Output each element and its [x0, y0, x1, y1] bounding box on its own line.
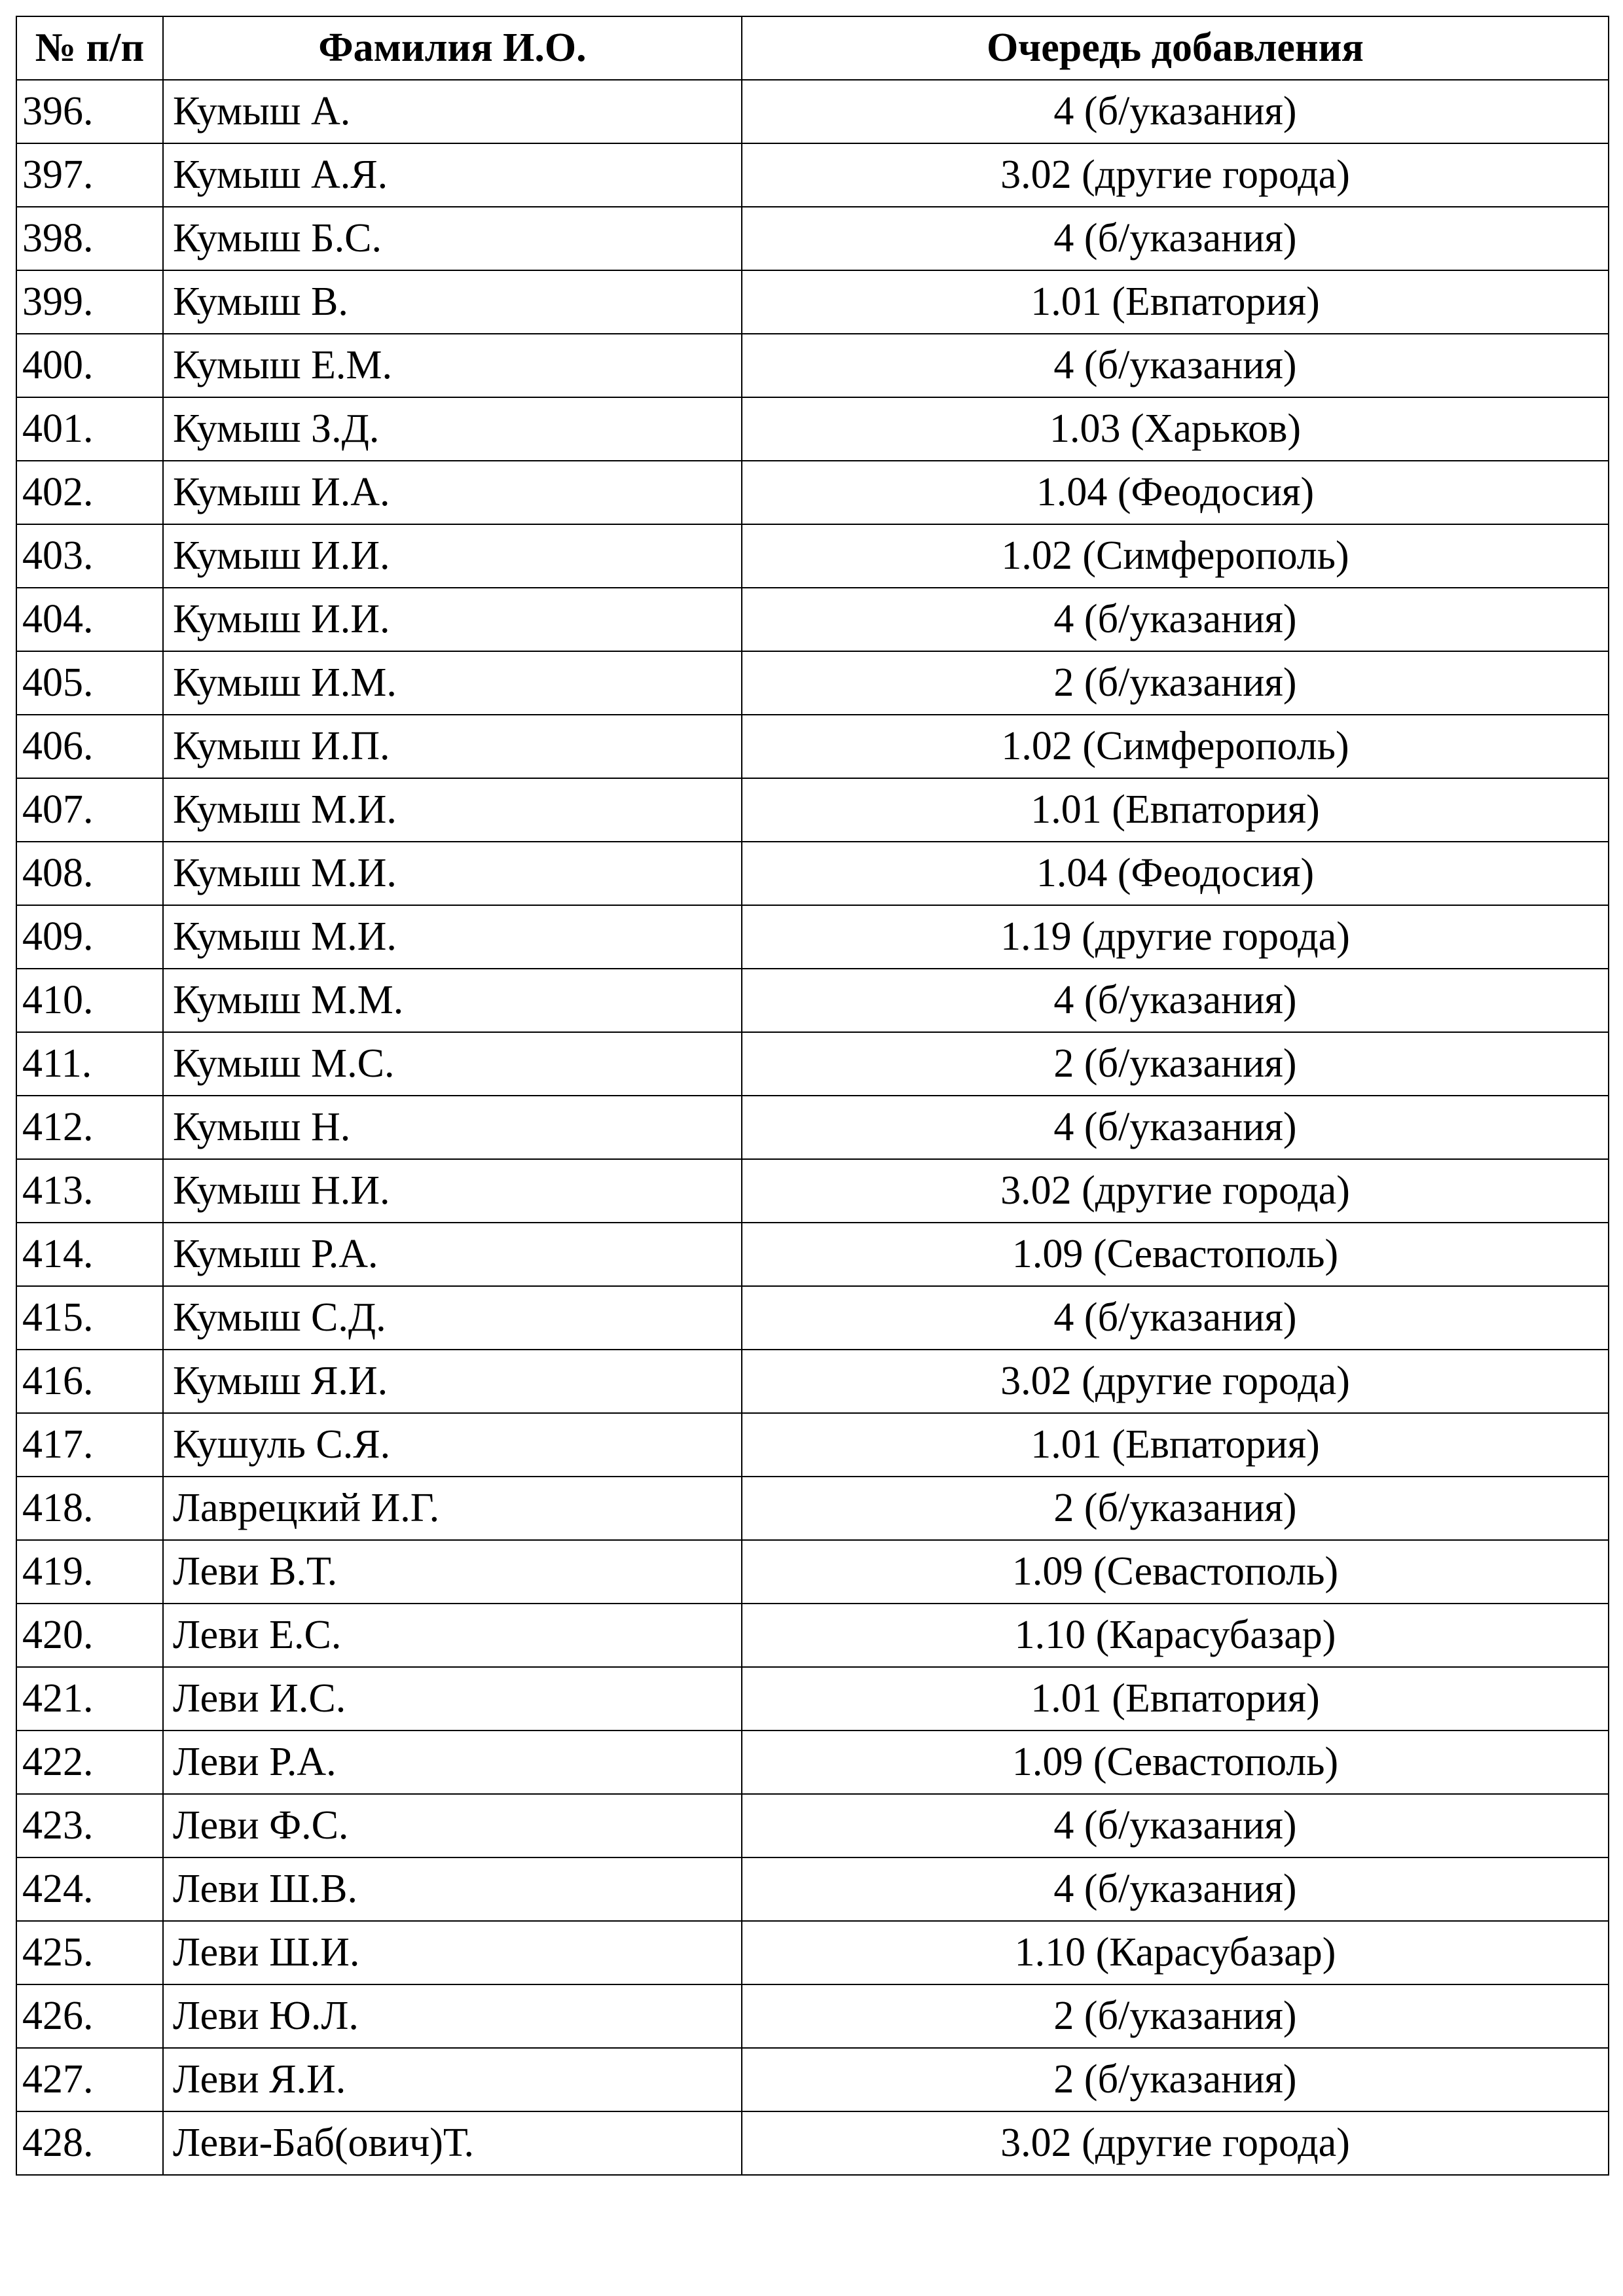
row-name: Леви Р.А. [163, 1731, 742, 1794]
table-row [16, 524, 1609, 588]
header-queue: Очередь добавления [742, 16, 1609, 80]
row-queue: 4 (б/указания) [742, 969, 1609, 1032]
row-name: Леви Ш.В. [163, 1857, 742, 1921]
row-queue: 1.01 (Евпатория) [742, 778, 1609, 842]
table-row [16, 842, 1609, 905]
row-number: 396. [16, 80, 163, 143]
row-name: Леви Я.И. [163, 2048, 742, 2111]
row-queue: 3.02 (другие города) [742, 1350, 1609, 1413]
row-queue: 1.10 (Карасубазар) [742, 1604, 1609, 1667]
table-row [16, 1984, 1609, 2048]
table-row [16, 905, 1609, 969]
row-name: Кумыш Н. [163, 1096, 742, 1159]
table-header [16, 16, 1609, 80]
row-name: Леви Е.С. [163, 1604, 742, 1667]
row-number: 426. [16, 1984, 163, 2048]
row-number: 409. [16, 905, 163, 969]
table-row [16, 1857, 1609, 1921]
row-name: Лаврецкий И.Г. [163, 1477, 742, 1540]
table-row [16, 397, 1609, 461]
table-row [16, 270, 1609, 334]
header-row [16, 16, 1609, 80]
table-row [16, 1159, 1609, 1223]
row-number: 428. [16, 2111, 163, 2175]
row-name: Леви Ш.И. [163, 1921, 742, 1984]
row-name: Кумыш З.Д. [163, 397, 742, 461]
row-number: 419. [16, 1540, 163, 1604]
document-page [16, 16, 1608, 2176]
row-name: Кумыш Р.А. [163, 1223, 742, 1286]
row-number: 404. [16, 588, 163, 651]
row-name: Кумыш М.М. [163, 969, 742, 1032]
row-queue: 4 (б/указания) [742, 588, 1609, 651]
header-number: № п/п [16, 16, 163, 80]
table-row [16, 334, 1609, 397]
row-number: 397. [16, 143, 163, 207]
row-queue: 4 (б/указания) [742, 1794, 1609, 1857]
table-row [16, 1731, 1609, 1794]
row-number: 412. [16, 1096, 163, 1159]
row-number: 415. [16, 1286, 163, 1350]
row-name: Леви В.Т. [163, 1540, 742, 1604]
row-number: 401. [16, 397, 163, 461]
row-name: Кумыш И.И. [163, 588, 742, 651]
row-number: 414. [16, 1223, 163, 1286]
row-number: 406. [16, 715, 163, 778]
row-queue: 1.10 (Карасубазар) [742, 1921, 1609, 1984]
header-name: Фамилия И.О. [163, 16, 742, 80]
row-name: Кумыш Я.И. [163, 1350, 742, 1413]
names-table [16, 16, 1609, 2176]
table-row [16, 588, 1609, 651]
table-row [16, 1667, 1609, 1731]
row-number: 420. [16, 1604, 163, 1667]
table-row [16, 80, 1609, 143]
row-queue: 4 (б/указания) [742, 1286, 1609, 1350]
row-queue: 2 (б/указания) [742, 1477, 1609, 1540]
row-number: 399. [16, 270, 163, 334]
row-name: Кумыш М.И. [163, 905, 742, 969]
table-row [16, 1350, 1609, 1413]
row-queue: 1.09 (Севастополь) [742, 1223, 1609, 1286]
row-queue: 1.09 (Севастополь) [742, 1540, 1609, 1604]
row-name: Кумыш Е.М. [163, 334, 742, 397]
row-number: 402. [16, 461, 163, 524]
row-queue: 4 (б/указания) [742, 1096, 1609, 1159]
row-name: Кумыш И.А. [163, 461, 742, 524]
row-number: 418. [16, 1477, 163, 1540]
table-row [16, 2048, 1609, 2111]
table-row [16, 1921, 1609, 1984]
row-name: Леви Ф.С. [163, 1794, 742, 1857]
row-queue: 2 (б/указания) [742, 651, 1609, 715]
row-number: 413. [16, 1159, 163, 1223]
row-queue: 1.04 (Феодосия) [742, 842, 1609, 905]
table-row [16, 778, 1609, 842]
table-row [16, 207, 1609, 270]
row-name: Кумыш А. [163, 80, 742, 143]
row-number: 405. [16, 651, 163, 715]
row-queue: 4 (б/указания) [742, 334, 1609, 397]
row-number: 425. [16, 1921, 163, 1984]
row-number: 417. [16, 1413, 163, 1477]
row-queue: 1.01 (Евпатория) [742, 270, 1609, 334]
table-row [16, 461, 1609, 524]
row-number: 411. [16, 1032, 163, 1096]
row-number: 423. [16, 1794, 163, 1857]
table-row [16, 1032, 1609, 1096]
row-name: Кумыш И.М. [163, 651, 742, 715]
row-name: Кумыш Н.И. [163, 1159, 742, 1223]
row-queue: 3.02 (другие города) [742, 143, 1609, 207]
row-name: Леви И.С. [163, 1667, 742, 1731]
row-name: Кумыш М.И. [163, 778, 742, 842]
row-number: 407. [16, 778, 163, 842]
row-queue: 4 (б/указания) [742, 207, 1609, 270]
row-name: Кумыш Б.С. [163, 207, 742, 270]
table-row [16, 1096, 1609, 1159]
row-number: 416. [16, 1350, 163, 1413]
row-queue: 1.01 (Евпатория) [742, 1413, 1609, 1477]
table-row [16, 1413, 1609, 1477]
row-queue: 3.02 (другие города) [742, 1159, 1609, 1223]
table-row [16, 969, 1609, 1032]
row-name: Кумыш И.П. [163, 715, 742, 778]
table-body [16, 80, 1609, 2175]
row-name: Кумыш С.Д. [163, 1286, 742, 1350]
table-row [16, 143, 1609, 207]
table-row [16, 1540, 1609, 1604]
row-number: 398. [16, 207, 163, 270]
row-name: Кумыш В. [163, 270, 742, 334]
row-queue: 2 (б/указания) [742, 1032, 1609, 1096]
row-queue: 1.19 (другие города) [742, 905, 1609, 969]
table-row [16, 1794, 1609, 1857]
row-queue: 1.03 (Харьков) [742, 397, 1609, 461]
row-number: 424. [16, 1857, 163, 1921]
row-queue: 1.02 (Симферополь) [742, 715, 1609, 778]
row-number: 408. [16, 842, 163, 905]
row-name: Леви-Баб(ович)Т. [163, 2111, 742, 2175]
row-queue: 2 (б/указания) [742, 2048, 1609, 2111]
row-number: 410. [16, 969, 163, 1032]
table-row [16, 1223, 1609, 1286]
row-name: Кумыш М.С. [163, 1032, 742, 1096]
table-row [16, 1604, 1609, 1667]
row-queue: 4 (б/указания) [742, 1857, 1609, 1921]
table-row [16, 715, 1609, 778]
row-name: Леви Ю.Л. [163, 1984, 742, 2048]
row-name: Кумыш И.И. [163, 524, 742, 588]
row-queue: 2 (б/указания) [742, 1984, 1609, 2048]
row-name: Кушуль С.Я. [163, 1413, 742, 1477]
row-queue: 1.04 (Феодосия) [742, 461, 1609, 524]
row-number: 400. [16, 334, 163, 397]
row-queue: 1.09 (Севастополь) [742, 1731, 1609, 1794]
row-name: Кумыш А.Я. [163, 143, 742, 207]
row-queue: 3.02 (другие города) [742, 2111, 1609, 2175]
table-row [16, 651, 1609, 715]
table-row [16, 2111, 1609, 2175]
row-number: 427. [16, 2048, 163, 2111]
table-row [16, 1286, 1609, 1350]
row-queue: 4 (б/указания) [742, 80, 1609, 143]
row-name: Кумыш М.И. [163, 842, 742, 905]
row-number: 422. [16, 1731, 163, 1794]
row-queue: 1.02 (Симферополь) [742, 524, 1609, 588]
row-number: 403. [16, 524, 163, 588]
table-row [16, 1477, 1609, 1540]
row-queue: 1.01 (Евпатория) [742, 1667, 1609, 1731]
row-number: 421. [16, 1667, 163, 1731]
